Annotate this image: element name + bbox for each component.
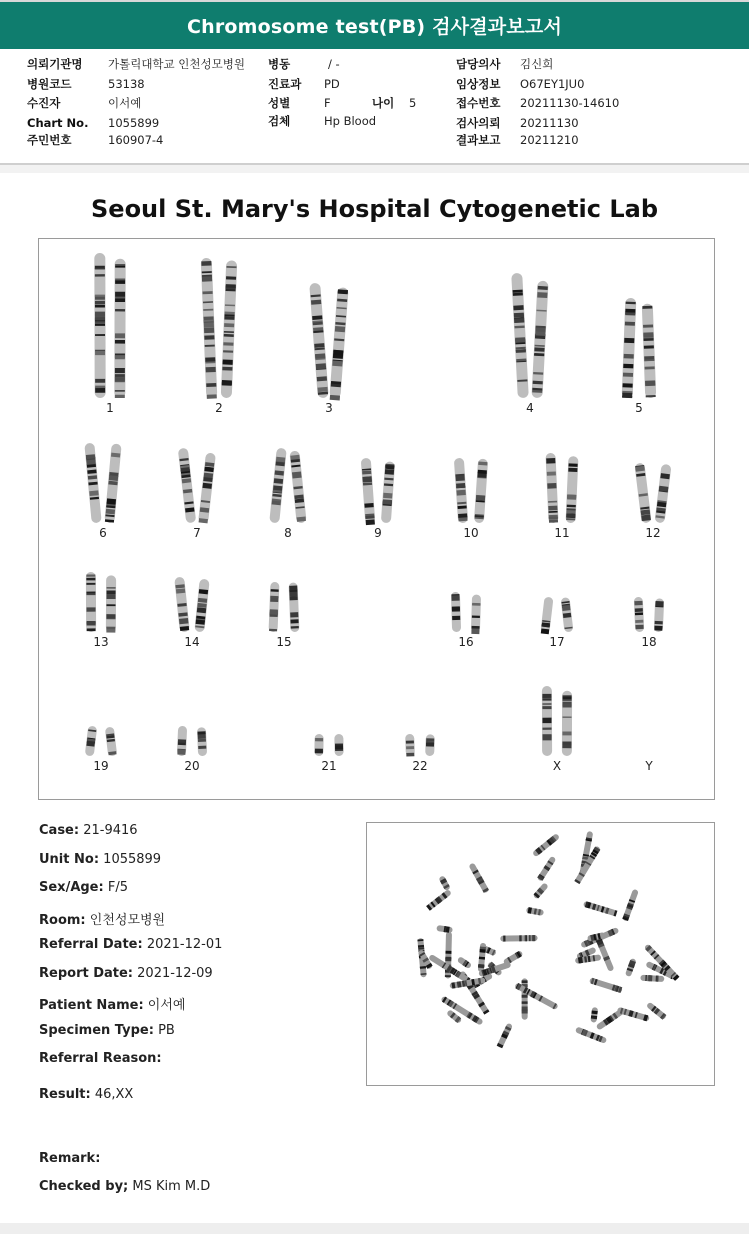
chromatid xyxy=(194,579,209,633)
chromatid xyxy=(114,259,125,398)
chromatid xyxy=(104,443,121,523)
metaphase-chromosome xyxy=(497,1023,513,1049)
chromosome-label: 8 xyxy=(284,526,292,540)
report-header-bar xyxy=(0,0,749,49)
chromatid xyxy=(85,726,98,757)
metaphase-chromosome xyxy=(522,978,528,1019)
specimen-type: Specimen Type: PB xyxy=(39,1023,175,1038)
metaphase-chromosome xyxy=(575,1026,607,1043)
report-page xyxy=(0,173,749,1223)
metaphase-chromosome xyxy=(514,982,559,1010)
chromatid xyxy=(201,258,218,399)
room: Room: 인천성모병원 xyxy=(39,913,166,928)
metaphase-chromosome xyxy=(590,1007,598,1023)
patient-name: Patient Name: 이서예 xyxy=(39,998,186,1013)
metaphase-chromosome xyxy=(537,856,557,882)
karyogram-image xyxy=(39,239,714,799)
metaphase-chromosome xyxy=(478,943,487,972)
chromatid xyxy=(542,686,552,756)
chromosome-label: 4 xyxy=(526,401,534,415)
metaphase-chromosome xyxy=(589,977,623,993)
chromosome-label: 3 xyxy=(325,401,333,415)
chromosome-label: 17 xyxy=(549,635,565,649)
chromosome-label: 20 xyxy=(184,759,200,773)
chromosome-label: 16 xyxy=(458,635,474,649)
chromatid xyxy=(654,464,671,524)
metaphase-chromosome xyxy=(438,875,450,891)
chromatid xyxy=(405,734,415,757)
chromatid xyxy=(105,727,117,757)
chromatid xyxy=(642,304,657,399)
chromatid xyxy=(545,453,558,523)
chromosome-label: 2 xyxy=(215,401,223,415)
chromatid xyxy=(540,597,553,635)
chromatid xyxy=(289,450,306,523)
chromatid xyxy=(198,452,216,523)
metaphase-chromosome xyxy=(457,956,472,969)
chromosome-label: 1 xyxy=(106,401,114,415)
chromosome-label: 7 xyxy=(193,526,201,540)
result: Result: 46,XX xyxy=(39,1087,134,1102)
checked-by: Checked by; MS Kim M.D xyxy=(39,1179,211,1194)
chromatid xyxy=(289,582,300,632)
metaphase-chromosome xyxy=(468,862,489,893)
chromosome-label: 19 xyxy=(93,759,109,773)
chromosome-label: 22 xyxy=(412,759,428,773)
chromosome-label: 5 xyxy=(635,401,643,415)
metaphase-chromosome xyxy=(583,901,618,917)
karyogram-panel xyxy=(38,238,715,800)
chromatid xyxy=(178,448,196,524)
separator xyxy=(0,165,749,173)
lab-title: Seoul St. Mary's Hospital Cytogenetic Lab xyxy=(91,195,658,223)
metaphase-chromosome xyxy=(526,907,544,916)
metaphase-panel xyxy=(366,822,715,1086)
case-number: Case: 21-9416 xyxy=(39,823,138,838)
chromatid xyxy=(309,283,329,399)
chromatid xyxy=(269,582,280,632)
chromatid xyxy=(474,459,488,524)
footer-strip xyxy=(0,1223,749,1234)
chromatid xyxy=(562,691,572,756)
chromatid xyxy=(634,463,651,524)
chromosome-label: 12 xyxy=(645,526,661,540)
chromatid xyxy=(511,273,529,398)
chromatid xyxy=(86,572,96,632)
chromatid xyxy=(531,281,548,399)
remark: Remark: xyxy=(39,1151,101,1166)
chromosome-label: 6 xyxy=(99,526,107,540)
chromatid xyxy=(334,734,343,756)
chromosome-label: 9 xyxy=(374,526,382,540)
metaphase-chromosome xyxy=(594,934,614,971)
patient-info-panel: 의뢰기관명 가톨릭대학교 인천성모병원 병원코드 53138 수진자 이서예 Chart No. 1055899 주민번호 160907-4 병동 / - 진료과 PD 성별 F 나이 5 검체 Hp Blood 담당의사 김신희 임상정보 O67EY1JU0 접수번호 20211130-14610 검사의뢰 20211130 결과보고 20211210 xyxy=(0,49,749,165)
chromatid xyxy=(622,298,637,398)
metaphase-chromosome xyxy=(625,958,637,977)
chromatid xyxy=(197,727,207,756)
chromatid xyxy=(471,595,481,635)
chromosome-label: 21 xyxy=(321,759,337,773)
chromatid xyxy=(361,458,376,525)
metaphase-chromosome xyxy=(436,925,453,933)
metaphase-chromosome xyxy=(532,833,560,857)
chromosome-label: 11 xyxy=(554,526,570,540)
chromatid xyxy=(654,598,664,632)
chromatid xyxy=(314,734,323,756)
chromatid xyxy=(451,592,461,632)
metaphase-spread-image xyxy=(367,823,714,1085)
chromatid xyxy=(84,443,101,524)
metaphase-chromosome xyxy=(640,975,664,982)
chromatid xyxy=(561,597,574,632)
unit-number: Unit No: 1055899 xyxy=(39,852,162,867)
chromatid xyxy=(177,726,187,756)
report-title: Chromosome test(PB) 검사결과보고서 xyxy=(186,16,563,38)
chromatid xyxy=(454,458,468,524)
chromosome-label: 15 xyxy=(276,635,292,649)
chromatid xyxy=(634,597,645,632)
chromosome-label: X xyxy=(552,759,562,773)
metaphase-chromosome xyxy=(426,889,452,911)
chromosome-label: 18 xyxy=(641,635,657,649)
chromosome-label: 14 xyxy=(184,635,200,649)
chromatid xyxy=(566,456,579,523)
chromatid xyxy=(94,253,105,398)
referral-reason: Referral Reason: xyxy=(39,1051,162,1066)
chromosome-label: 10 xyxy=(463,526,479,540)
chromosome-label: 13 xyxy=(93,635,109,649)
chromatid xyxy=(381,461,395,523)
chromosome-label: Y xyxy=(645,759,653,773)
metaphase-chromosome xyxy=(622,889,639,922)
sex-age: Sex/Age: F/5 xyxy=(39,880,128,895)
referral-date: Referral Date: 2021-12-01 xyxy=(39,937,223,952)
metaphase-chromosome xyxy=(500,935,537,942)
chromatid xyxy=(221,260,238,398)
metaphase-chromosome xyxy=(533,882,549,899)
report-date: Report Date: 2021-12-09 xyxy=(39,966,213,981)
chromatid xyxy=(106,575,116,632)
chromatid xyxy=(329,287,348,400)
chromatid xyxy=(269,448,287,524)
chromatid xyxy=(174,577,190,633)
chromatid xyxy=(425,734,435,756)
